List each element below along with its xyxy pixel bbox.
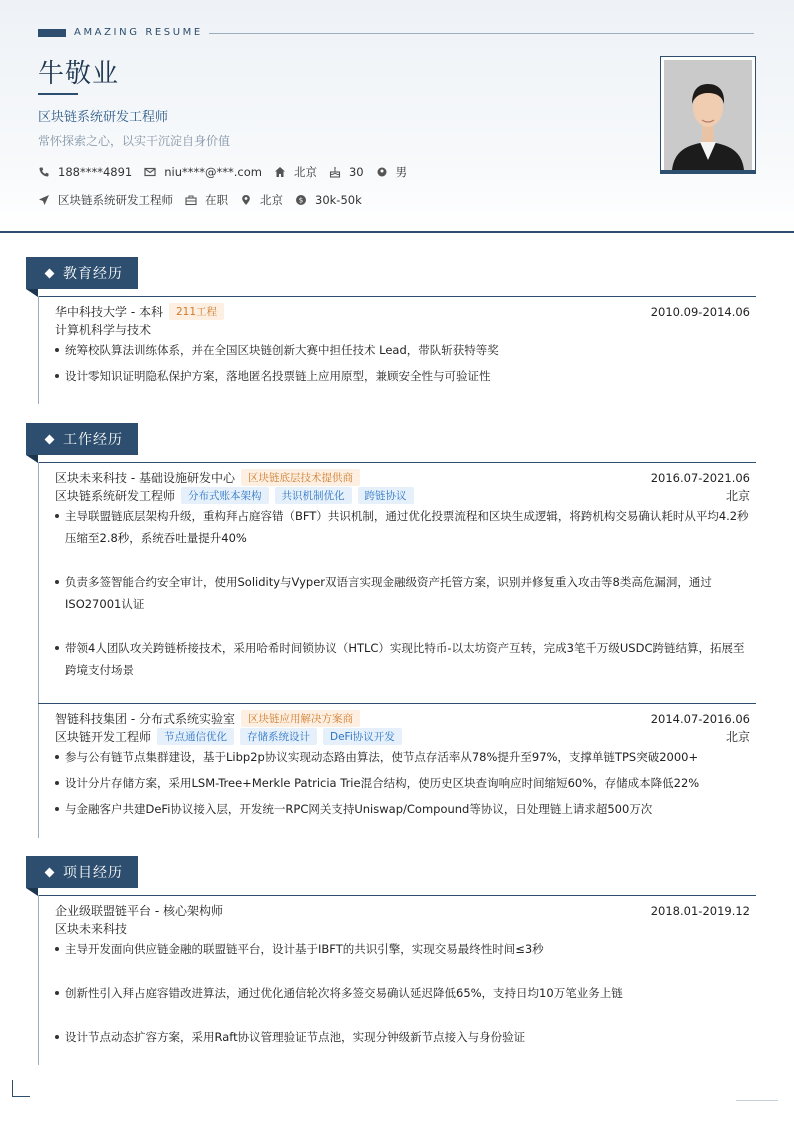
list-item: 设计零知识证明隐私保护方案，落地匿名投票链上应用原型，兼顾安全性与可验证性 <box>55 365 750 387</box>
section-side-rule <box>38 462 39 838</box>
avatar <box>664 60 752 170</box>
email-item <box>144 165 262 179</box>
skill-tag: 存储系统设计 <box>240 728 317 745</box>
major: 计算机科学与技术 <box>55 323 152 337</box>
job-intent-row <box>38 192 374 208</box>
photo-base-bar <box>660 170 756 174</box>
list-item: 设计分片存储方案，采用LSM-Tree+Merkle Patricia Trie混合结构，使历史区块查询响应时间缩短60%，存储成本降低22% <box>55 772 750 794</box>
education-date: 2010.09-2014.06 <box>650 304 750 319</box>
job-entry-head <box>55 469 750 486</box>
education-entry-head <box>55 303 750 320</box>
gender-icon <box>376 166 388 178</box>
phone-text: 188****4891 <box>58 165 133 179</box>
list-item: 主导联盟链底层架构升级，重构拜占庭容错（BFT）共识机制，通过优化投票流程和区块生成逻辑，将跨机构交易确认耗时从平均4.2秒压缩至2.8秒，系统吞吐量提升40% <box>55 505 750 549</box>
project-company: 区块未来科技 <box>55 922 128 936</box>
skill-tag: 节点通信优化 <box>157 728 234 745</box>
email-text: niu****@***.com <box>164 165 262 179</box>
section-title: 工作经历 <box>63 432 123 448</box>
home-item <box>274 164 317 180</box>
section-heading-projects <box>26 856 138 888</box>
section-rule <box>38 462 756 463</box>
skill-tag: 分布式账本架构 <box>181 487 269 504</box>
job-role: 区块链开发工程师 <box>55 730 152 744</box>
job-entry-head <box>55 710 750 727</box>
job-sub <box>55 487 750 504</box>
diamond-icon <box>45 434 55 444</box>
project-sub <box>55 920 750 937</box>
skill-tag: 跨链协议 <box>358 487 414 504</box>
section-rule <box>38 296 756 297</box>
section-side-rule <box>38 296 39 404</box>
section-title: 项目经历 <box>63 865 123 881</box>
job-role: 区块链系统研发工程师 <box>55 489 176 503</box>
salary-text: 30k-50k <box>315 193 362 207</box>
job-date: 2016.07-2021.06 <box>650 470 750 485</box>
status-item <box>185 192 228 208</box>
skill-tag: DeFi协议开发 <box>323 728 402 745</box>
home-text: 北京 <box>293 165 317 179</box>
education-sub <box>55 321 750 338</box>
skill-tag: 共识机制优化 <box>275 487 352 504</box>
section-heading-education <box>26 257 138 289</box>
corner-mark <box>12 1096 30 1097</box>
age-text: 30 <box>348 165 364 179</box>
list-item: 设计节点动态扩容方案，采用Raft协议管理验证节点池，实现分钟级新节点接入与身份验证 <box>55 1026 750 1048</box>
school-name: 华中科技大学 - 本科 <box>55 305 163 319</box>
candidate-name: 牛敬业 <box>38 59 120 89</box>
header-divider <box>0 231 794 233</box>
cake-icon <box>329 166 341 178</box>
age-item <box>329 165 364 179</box>
company-tag: 区块链应用解决方案商 <box>241 710 360 727</box>
job-date: 2014.07-2016.06 <box>650 711 750 726</box>
job-sub <box>55 728 750 745</box>
section-rule <box>38 895 756 896</box>
send-icon <box>38 194 50 206</box>
name-underline <box>38 93 78 95</box>
diamond-icon <box>45 268 55 278</box>
intent-city-item <box>240 192 283 208</box>
school-tag: 211工程 <box>169 303 224 320</box>
list-item: 与金融客户共建DeFi协议接入层，开发统一RPC网关支持Uniswap/Compound等协议，日处理链上请求超500万次 <box>55 798 750 820</box>
gender-item <box>376 164 408 180</box>
list-item: 负责多签智能合约安全审计，使用Solidity与Vyper双语言实现金融级资产托管方案，识别并修复重入攻击等8类高危漏洞，通过ISO27001认证 <box>55 571 750 615</box>
home-icon <box>274 166 286 178</box>
corner-mark <box>736 1100 778 1101</box>
list-item: 主导开发面向供应链金融的联盟链平台，设计基于IBFT的共识引擎，实现交易最终性时间≤3秒 <box>55 938 750 960</box>
section-title: 教育经历 <box>63 266 123 282</box>
job-city: 北京 <box>725 489 750 503</box>
salary-item <box>295 193 362 207</box>
profile-photo <box>660 56 756 173</box>
project-entry-head <box>55 902 750 919</box>
brand-accent-bar <box>38 29 66 37</box>
briefcase-icon <box>185 194 197 206</box>
corner-mark <box>12 1080 13 1096</box>
list-item: 创新性引入拜占庭容错改进算法，通过优化通信轮次将多签交易确认延迟降低65%，支持日均10万笔业务上链 <box>55 982 750 1004</box>
status-text: 在职 <box>205 193 228 207</box>
section-heading-work <box>26 423 138 455</box>
phone-icon <box>38 166 50 178</box>
diamond-icon <box>45 867 55 877</box>
svg-text:$: $ <box>298 196 304 205</box>
section-side-rule <box>38 895 39 1065</box>
list-item: 参与公有链节点集群建设，基于Libp2p协议实现动态路由算法，使节点存活率从78%提升至97%，支撑单链TPS突破2000+ <box>55 746 750 768</box>
entry-divider <box>38 703 756 704</box>
gender-text: 男 <box>395 165 408 179</box>
location-pin-icon <box>240 194 252 206</box>
intent-city-text: 北京 <box>260 193 283 207</box>
mail-icon <box>144 166 156 178</box>
motto: 常怀探索之心，以实干沉淀自身价值 <box>38 134 231 148</box>
salary-icon <box>295 194 307 206</box>
brand-rule <box>209 33 754 34</box>
company-tag: 区块链底层技术提供商 <box>241 469 360 486</box>
project-date: 2018.01-2019.12 <box>650 903 750 918</box>
list-item: 带领4人团队攻关跨链桥接技术，采用哈希时间锁协议（HTLC）实现比特币-以太坊资产互转，完成3笔千万级USDC跨链结算，拓展至跨境支付场景 <box>55 637 750 681</box>
intent-position-item <box>38 192 173 208</box>
intent-position-text: 区块链系统研发工程师 <box>58 193 173 207</box>
contact-row <box>38 164 419 180</box>
job-city: 北京 <box>725 730 750 744</box>
phone-item <box>38 165 132 179</box>
project-name: 企业级联盟链平台 - 核心架构师 <box>55 904 223 918</box>
job-title: 区块链系统研发工程师 <box>38 110 169 125</box>
list-item: 统筹校队算法训练体系，并在全国区块链创新大赛中担任技术 Lead，带队斩获特等奖 <box>55 339 750 361</box>
company-name: 区块未来科技 - 基础设施研发中心 <box>55 471 235 485</box>
brand-label: AMAZING RESUME <box>74 27 203 38</box>
company-name: 智链科技集团 - 分布式系统实验室 <box>55 712 235 726</box>
